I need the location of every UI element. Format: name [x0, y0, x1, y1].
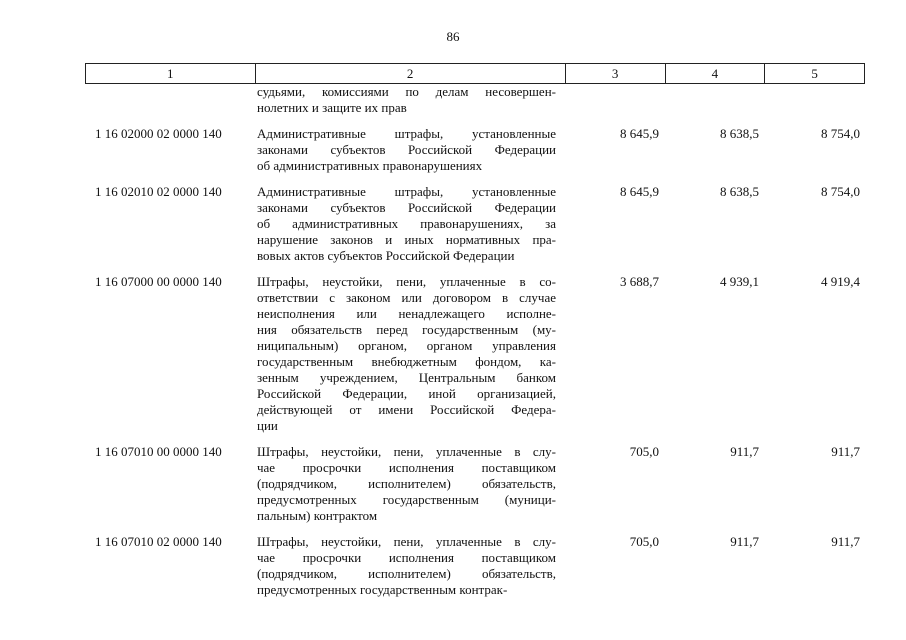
description-line: (подрядчиком, исполнителем) обязательств, — [257, 476, 556, 491]
value-col-4: 911,7 — [730, 534, 759, 549]
description-line: законами субъектов Российской Федерации — [257, 200, 556, 215]
description-line: ответствии с законом или договором в случае — [257, 290, 556, 305]
description-line: чае просрочки исполнения поставщиком — [257, 460, 556, 475]
description-line: судьями, комиссиями по делам несовершен- — [257, 84, 556, 99]
description-line: чае просрочки исполнения поставщиком — [257, 550, 556, 565]
description-line: ния обязательств перед государственным (му- — [257, 322, 556, 337]
table-row — [85, 444, 865, 524]
description-line: нолетних и защите их прав — [257, 100, 407, 115]
header-col-3: 3 — [566, 64, 666, 83]
value-col-4: 911,7 — [730, 444, 759, 459]
description-line: вовых актов субъектов Российской Федерации — [257, 248, 515, 263]
budget-code: 1 16 02000 02 0000 140 — [95, 126, 222, 141]
revenue-description — [257, 534, 556, 598]
description-line: государственным внебюджетным фондом, ка- — [257, 354, 556, 369]
value-col-5: 8 754,0 — [821, 126, 860, 141]
description-line: Российской Федерации, иной организацией, — [257, 386, 556, 401]
description-line: предусмотренных государственным (муници- — [257, 492, 556, 507]
revenue-description — [257, 274, 556, 434]
revenue-description — [257, 444, 556, 524]
table-row — [85, 274, 865, 434]
value-col-4: 4 939,1 — [720, 274, 759, 289]
budget-code: 1 16 07010 02 0000 140 — [95, 534, 222, 549]
description-line: Штрафы, неустойки, пени, уплаченные в со- — [257, 274, 556, 289]
header-col-4: 4 — [666, 64, 766, 83]
description-line: об административных правонарушениях, за — [257, 216, 556, 231]
revenue-description — [257, 84, 556, 116]
description-line: законами субъектов Российской Федерации — [257, 142, 556, 157]
table-header — [85, 63, 865, 84]
value-col-5: 911,7 — [831, 444, 860, 459]
budget-code: 1 16 07000 00 0000 140 — [95, 274, 222, 289]
value-col-3: 3 688,7 — [620, 274, 659, 289]
value-col-5: 911,7 — [831, 534, 860, 549]
description-line: нарушение законов и иных нормативных пра- — [257, 232, 556, 247]
description-line: ции — [257, 418, 278, 433]
description-line: неисполнения или ненадлежащего исполне- — [257, 306, 556, 321]
value-col-3: 8 645,9 — [620, 126, 659, 141]
table-body — [85, 84, 865, 598]
description-line: действующей от имени Российской Федера- — [257, 402, 556, 417]
table-row — [85, 84, 865, 116]
value-col-5: 8 754,0 — [821, 184, 860, 199]
budget-code: 1 16 07010 00 0000 140 — [95, 444, 222, 459]
description-line: об административных правонарушениях — [257, 158, 483, 173]
value-col-3: 705,0 — [629, 534, 659, 549]
description-line: зенным учреждением, Центральным банком — [257, 370, 556, 385]
table-row — [85, 184, 865, 264]
description-line: пальным) контрактом — [257, 508, 378, 523]
table-row — [85, 534, 865, 598]
value-col-3: 705,0 — [629, 444, 659, 459]
description-line: Административные штрафы, установленные — [257, 184, 556, 199]
revenue-description — [257, 126, 556, 174]
header-col-1: 1 — [86, 64, 256, 83]
value-col-4: 8 638,5 — [720, 126, 759, 141]
description-line: (подрядчиком, исполнителем) обязательств, — [257, 566, 556, 581]
description-line: Штрафы, неустойки, пени, уплаченные в слу- — [257, 534, 556, 549]
description-line: Административные штрафы, установленные — [257, 126, 556, 141]
description-line: Штрафы, неустойки, пени, уплаченные в слу- — [257, 444, 556, 459]
value-col-5: 4 919,4 — [821, 274, 860, 289]
description-line: предусмотренных государственным контрак- — [257, 582, 508, 597]
header-col-2: 2 — [256, 64, 566, 83]
value-col-3: 8 645,9 — [620, 184, 659, 199]
budget-code: 1 16 02010 02 0000 140 — [95, 184, 222, 199]
value-col-4: 8 638,5 — [720, 184, 759, 199]
description-line: ниципальным) органом, органом управления — [257, 338, 556, 353]
page-number: 86 — [446, 29, 460, 44]
revenue-description — [257, 184, 556, 264]
header-col-5: 5 — [811, 65, 818, 81]
table-row — [85, 126, 865, 174]
